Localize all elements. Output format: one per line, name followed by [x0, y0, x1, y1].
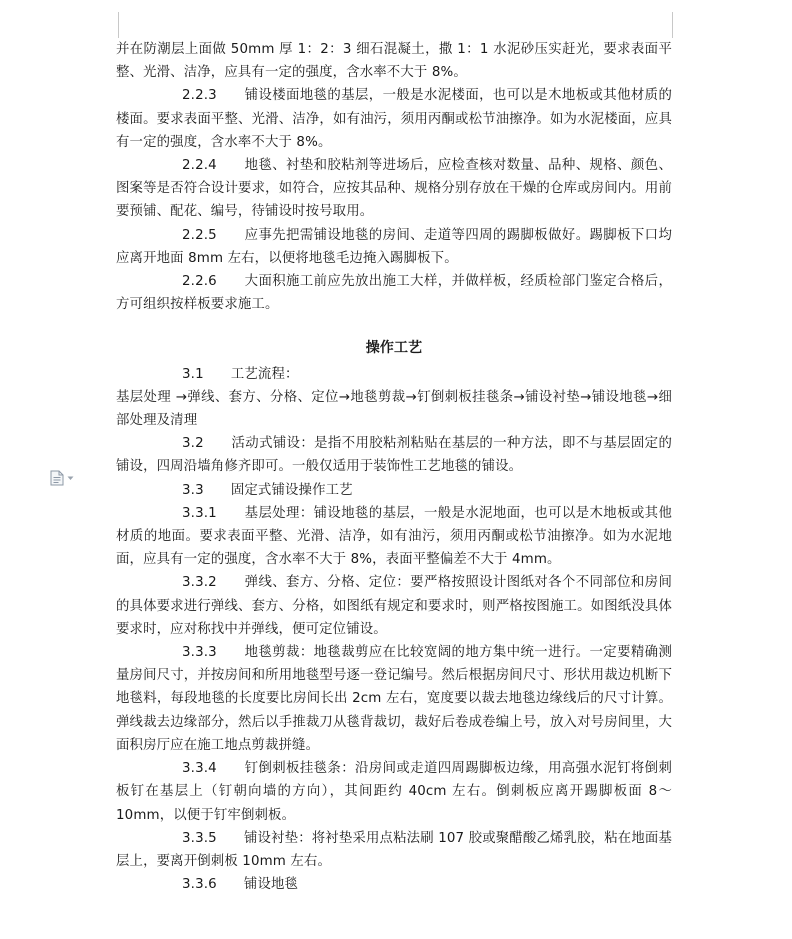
- paragraph: 3.3.1 基层处理：铺设地毯的基层，一般是水泥地面，也可以是木地板或其他材质的地面。要求表面平整、光滑、洁净，如有油污，须用丙酮或松节油擦净。如为水泥地面，应具有一定的强度，含水率不大于 8%，表面平整偏差不大于 4mm。: [116, 505, 672, 568]
- paragraph: 3.1 工艺流程：: [182, 366, 299, 382]
- paragraph: 3.3.6 铺设地毯: [182, 877, 299, 893]
- document-options-icon[interactable]: [50, 470, 80, 486]
- paragraph: 2.2.3 铺设楼面地毯的基层，一般是水泥楼面，也可以是木地板或其他材质的楼面。要求表面平整、光滑、洁净，如有油污，须用丙酮或松节油擦净。如为水泥楼面，应具有一定的强度，含水率不大于 8%。: [116, 88, 672, 150]
- page-corner-mark-left: [108, 12, 119, 38]
- section-title: 操作工艺: [365, 340, 423, 357]
- paragraph: 3.3.5 铺设衬垫：将衬垫采用点粘法刷 107 胶或聚醋酸乙烯乳胶，粘在地面基层上，要离开倒刺板 10mm 左右。: [116, 830, 672, 869]
- paragraph: 3.3.4 钉倒刺板挂毯条：沿房间或走道四周踢脚板边缘，用高强水泥钉将倒刺板钉在基层上（钉朝向墙的方向），其间距约 40cm 左右。倒刺板应离开踢脚板面 8～10mm，以便于钉牢倒刺板。: [116, 761, 672, 823]
- document-icon: [50, 470, 64, 486]
- paragraph: 3.3 固定式铺设操作工艺: [182, 482, 353, 498]
- paragraph: 3.3.3 地毯剪裁：地毯裁剪应在比较宽阔的地方集中统一进行。一定要精确测量房间尺寸，并按房间和所用地毯型号逐一登记编号。然后根据房间尺寸、形状用裁边机断下地毯料，每段地毯的长度要比房间长出 2cm 左右，宽度要以裁去地毯边缘线后的尺寸计算。弹线裁去边缘部分，然后以手推裁刀从毯背裁切，裁好后卷成卷编上号，放入对号房间里，大面积房厅应在施工地点剪裁拼缝。: [116, 645, 672, 753]
- section-spacer: [116, 316, 672, 337]
- page-corner-mark-right: [672, 12, 683, 38]
- document-page: [116, 38, 672, 896]
- paragraph: 2.2.4 地毯、衬垫和胶粘剂等进场后，应检查核对数量、品种、规格、颜色、图案等是否符合设计要求，如符合，应按其品种、规格分别存放在干燥的仓库或房间内。用前要预铺、配花、编号，待铺设时按号取用。: [116, 158, 672, 220]
- paragraphs-top: [116, 38, 672, 316]
- paragraph: 并在防潮层上面做 50mm 厚 1：2：3 细石混凝土，撒 1：1 水泥砂压实赶光，要求表面平整、光滑、洁净，应具有一定的强度，含水率不大于 8%。: [116, 42, 672, 81]
- paragraph: 2.2.5 应事先把需铺设地毯的房间、走道等四周的踢脚板做好。踢脚板下口均应离开地面 8mm 左右，以便将地毯毛边掩入踢脚板下。: [116, 227, 672, 266]
- chevron-down-icon: [67, 476, 74, 481]
- paragraph: 3.2 活动式铺设：是指不用胶粘剂粘贴在基层的一种方法，即不与基层固定的铺设，四周沿墙角修齐即可。一般仅适用于装饰性工艺地毯的铺设。: [116, 436, 672, 475]
- paragraph: 3.3.2 弹线、套方、分格、定位：要严格按照设计图纸对各个不同部位和房间的具体要求进行弹线、套方、分格，如图纸有规定和要求时，则严格按图施工。如图纸没具体要求时，应对称找中并弹线，便可定位铺设。: [116, 575, 672, 637]
- paragraph: 2.2.6 大面积施工前应先放出施工大样，并做样板，经质检部门鉴定合格后，方可组织按样板要求施工。: [116, 274, 672, 313]
- paragraph: 基层处理 →弹线、套方、分格、定位→地毯剪裁→钉倒刺板挂毯条→铺设衬垫→铺设地毯→细部处理及清理: [116, 389, 672, 429]
- paragraphs-bottom: [116, 363, 672, 897]
